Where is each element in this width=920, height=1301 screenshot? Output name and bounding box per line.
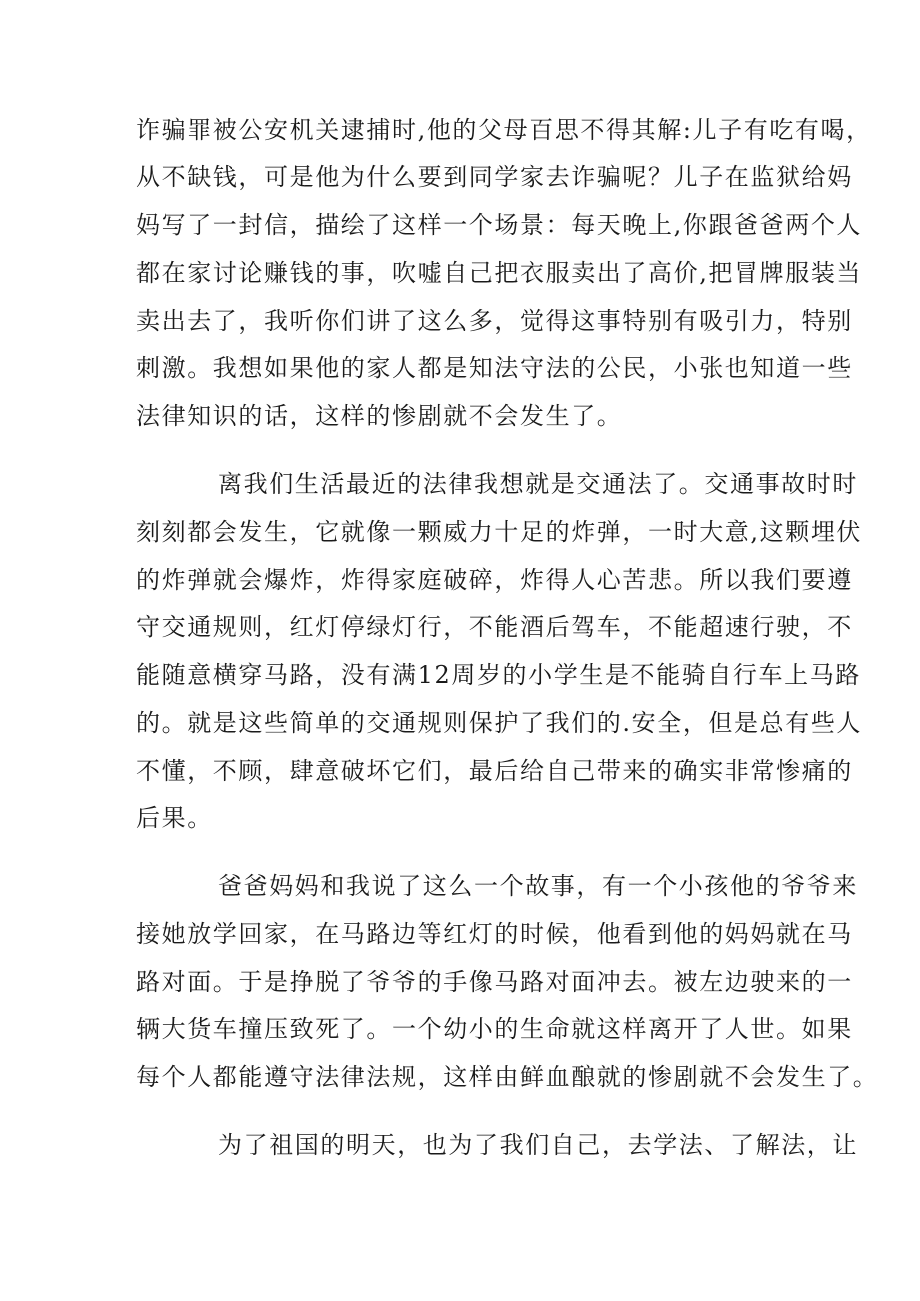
text-line: 接她放学回家，在马路边等红灯的时候，他看到他的妈妈就在马 [136,920,853,948]
text-line: 刻刻都会发生，它就像一颗威力十足的炸弹，一时大意,这颗埋伏 [136,518,863,546]
text-line: 的炸弹就会爆炸，炸得家庭破碎，炸得人心苦悲。所以我们要遵 [136,566,853,594]
text-line: 刺激。我想如果他的家人都是知法守法的公民，小张也知道一些 [136,354,853,382]
text-line: 路对面。于是挣脱了爷爷的手像马路对面冲去。被左边驶来的一 [136,968,853,996]
paragraph-first-line: 为了祖国的明天，也为了我们自己，去学法、了解法，让 [218,1131,858,1159]
text-line: 卖出去了，我听你们讲了这么多，觉得这事特别有吸引力，特别 [136,307,853,335]
text-line: 的。就是这些简单的交通规则保护了我们的.安全，但是总有些人 [136,709,863,737]
text-line: 能随意横穿马路，没有满12周岁的小学生是不能骑自行车上马路 [136,661,861,689]
text-line: 诈骗罪被公安机关逮捕时,他的父母百思不得其解:儿子有吃有喝， [136,116,872,144]
text-line: 妈写了一封信，描绘了这样一个场景：每天晚上,你跟爸爸两个人 [136,211,863,239]
paragraph-first-line: 爸爸妈妈和我说了这么一个故事，有一个小孩他的爷爷来 [218,872,858,900]
text-line: 每个人都能遵守法律法规，这样由鲜血酿就的惨剧就不会发生了。 [136,1063,879,1091]
text-line: 辆大货车撞压致死了。一个幼小的生命就这样离开了人世。如果 [136,1015,853,1043]
paragraph-first-line: 离我们生活最近的法律我想就是交通法了。交通事故时时 [218,470,858,498]
text-line: 不懂，不顾，肆意破坏它们，最后给自己带来的确实非常惨痛的 [136,757,853,785]
text-line: 从不缺钱，可是他为什么要到同学家去诈骗呢？儿子在监狱给妈 [136,163,853,191]
text-line: 后果。 [136,804,213,832]
text-line: 守交通规则，红灯停绿灯行，不能酒后驾车，不能超速行驶，不 [136,613,853,641]
text-line: 法律知识的话，这样的惨剧就不会发生了。 [136,402,623,430]
text-line: 都在家讨论赚钱的事，吹嘘自己把衣服卖出了高价,把冒牌服装当 [136,259,863,287]
